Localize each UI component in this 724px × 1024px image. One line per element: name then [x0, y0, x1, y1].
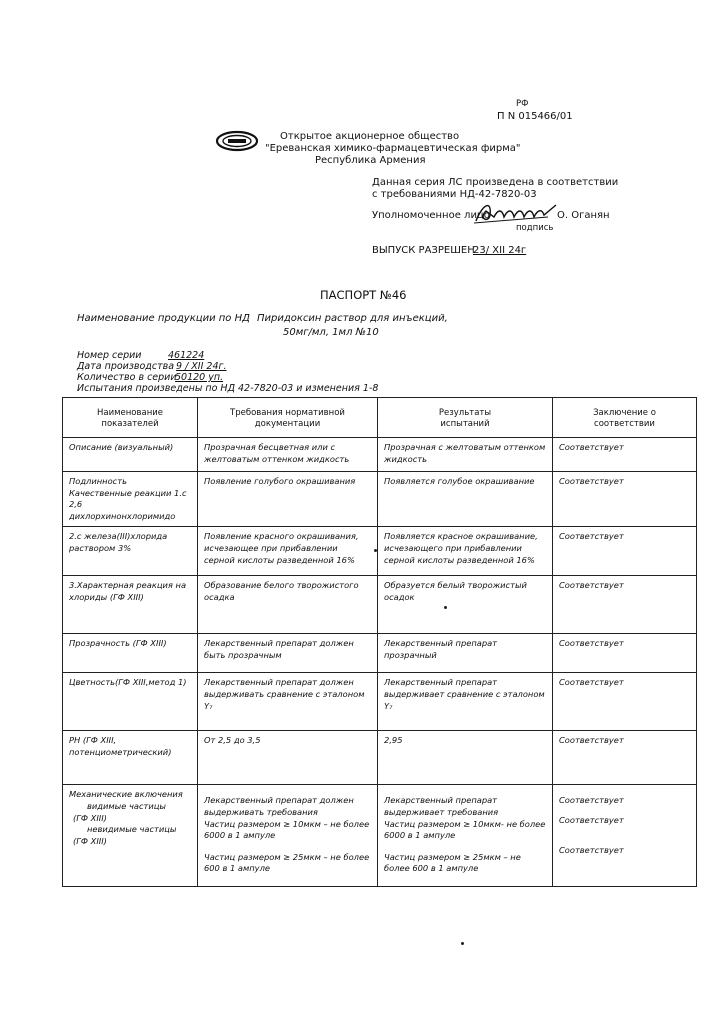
row-conclusion: Соответствует: [553, 731, 697, 785]
product-name-line-2: 50мг/мл, 1мл №10: [283, 327, 379, 338]
row-conclusion: Соответствует: [553, 527, 697, 576]
table-row: [63, 731, 697, 785]
authorized-name: О. Оганян: [557, 210, 610, 221]
row-conclusion: Соответствует: [553, 438, 697, 472]
production-date-value: 9 / XII 24г.: [176, 361, 227, 372]
row-conclusion: Соответствует: [553, 673, 697, 731]
row-result: 2,95: [378, 731, 553, 785]
header-results: Результаты испытаний: [378, 398, 553, 438]
table-row: [63, 576, 697, 634]
row-param: Подлинность Качественные реакции 1.с 2,6 дихлорхинонхлоримидо: [63, 472, 198, 527]
table-row: [63, 634, 697, 673]
authorized-label: Уполномоченное лицо: [372, 210, 490, 221]
row-result: Лекарственный препарат выдерживает требования Частиц размером ≥ 10мкм- не более 6000 в 1 ампуле Частиц размером ≥ 25мкм – не более 600 в 1 ампуле: [378, 785, 553, 887]
row-requirement: Появление голубого окрашивания: [198, 472, 378, 527]
row-result: Лекарственный препарат выдерживает сравнение с эталоном Y₇: [378, 673, 553, 731]
passport-table: [62, 397, 697, 887]
row-conclusion: Соответствует: [553, 472, 697, 527]
row-conclusion: Соответствует: [553, 634, 697, 673]
row-param: Прозрачность (ГФ XIII): [63, 634, 198, 673]
row-requirement: Появление красного окрашивания, исчезающее при прибавлении серной кислоты разведенной 16%: [198, 527, 378, 576]
row-param: PH (ГФ XIII, потенциометрический): [63, 731, 198, 785]
product-name-line-1: Пиридоксин раствор для инъекций,: [257, 313, 448, 324]
table-header-row: [63, 398, 697, 438]
row-requirement: Прозрачная бесцветная или с желтоватым оттенком жидкость: [198, 438, 378, 472]
header-conclusion: Заключение о соответствии: [553, 398, 697, 438]
row-conclusion: Соответствует Соответствует Соответствует: [553, 785, 697, 887]
company-line-3: Республика Армения: [315, 155, 426, 166]
passport-title: ПАСПОРТ №46: [320, 288, 407, 302]
row-param: Описание (визуальный): [63, 438, 198, 472]
release-date: 23/ XII 24г: [473, 245, 527, 256]
scan-speck: [461, 942, 464, 945]
row-result: Появляется красное окрашивание, исчезающего при прибавлении серной кислоты разведенной 16%: [378, 527, 553, 576]
row-result: Появляется голубое окрашивание: [378, 472, 553, 527]
serial-label: Номер серии: [77, 350, 142, 361]
row-requirement: Образование белого творожистого осадка: [198, 576, 378, 634]
row-requirement: Лекарственный препарат должен выдерживать сравнение с эталоном Y₇: [198, 673, 378, 731]
production-date-label: Дата производства: [77, 361, 175, 372]
row-requirement: Лекарственный препарат должен выдерживать требования Частиц размером ≥ 10мкм – не более 6000 в 1 ампуле Частиц размером ≥ 25мкм – не более 600 в 1 ампуле: [198, 785, 378, 887]
tests-line: Испытания произведены по НД 42-7820-03 и изменения 1-8: [77, 383, 379, 394]
header-param: Наименование показателей: [63, 398, 198, 438]
company-logo: [215, 130, 259, 152]
row-requirement: Лекарственный препарат должен быть прозрачным: [198, 634, 378, 673]
registration-number: П N 015466/01: [497, 111, 573, 122]
approval-line-2: с требованиями НД-42-7820-03: [372, 189, 537, 200]
row-result: Прозрачная с желтоватым оттенком жидкость: [378, 438, 553, 472]
row-requirement: От 2,5 до 3,5: [198, 731, 378, 785]
scan-speck: [374, 549, 377, 552]
company-line-1: Открытое акционерное общество: [280, 131, 460, 142]
company-line-2: "Ереванская химико-фармацевтическая фирма": [265, 143, 521, 154]
quantity-value: 50120 уп.: [175, 372, 224, 383]
row-result: Лекарственный препарат прозрачный: [378, 634, 553, 673]
release-label: ВЫПУСК РАЗРЕШЕН: [372, 245, 475, 256]
row-param: 2.с железа(III)хлорида раствором 3%: [63, 527, 198, 576]
product-label: Наименование продукции по НД: [77, 313, 250, 324]
table-row-mechanical: [63, 785, 697, 887]
row-result: Образуется белый творожистый осадок: [378, 576, 553, 634]
row-param: Механические включения видимые частицы (ГФ XIII) невидимые частицы (ГФ XIII): [63, 785, 198, 887]
header-requirements: Требования нормативной документации: [198, 398, 378, 438]
approval-line-1: Данная серия ЛС произведена в соответствии: [372, 177, 619, 188]
scan-speck: [444, 606, 447, 609]
rf-label: РФ: [516, 99, 529, 109]
table-row: [63, 527, 697, 576]
serial-value: 461224: [168, 350, 205, 361]
quantity-label: Количество в серии: [77, 372, 177, 383]
row-param: Цветность(ГФ XIII,метод 1): [63, 673, 198, 731]
table-row: [63, 438, 697, 472]
table-row: [63, 472, 697, 527]
table-row: [63, 673, 697, 731]
row-param: 3.Характерная реакция на хлориды (ГФ XIII): [63, 576, 198, 634]
row-conclusion: Соответствует: [553, 576, 697, 634]
signature-label: подпись: [516, 223, 554, 233]
